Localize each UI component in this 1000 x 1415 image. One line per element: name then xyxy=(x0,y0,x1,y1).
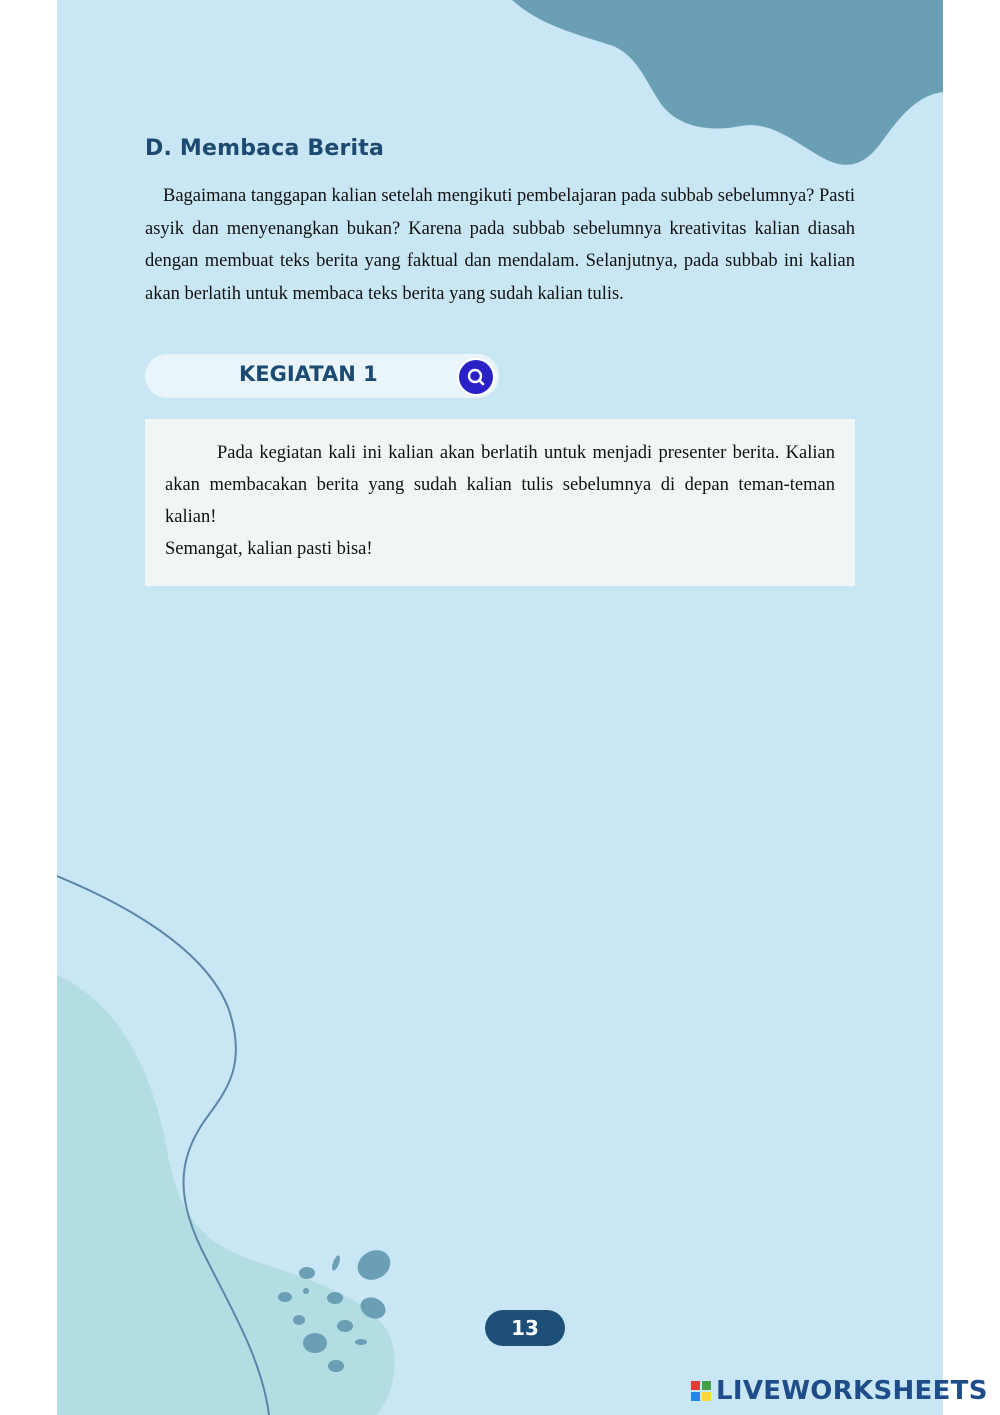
worksheet-page xyxy=(57,0,943,1415)
section-title: D. Membaca Berita xyxy=(145,136,384,161)
activity-header xyxy=(145,354,499,398)
search-button[interactable] xyxy=(459,360,493,394)
activity-paragraph: Pada kegiatan kali ini kalian akan berlatih untuk menjadi presenter berita. Kalian akan membacakan berita yang sudah kalian tulis sebelumnya di depan teman-teman kalian! xyxy=(165,443,835,527)
activity-label: KEGIATAN 1 xyxy=(239,362,378,386)
search-icon xyxy=(466,367,486,387)
page-number-badge: 13 xyxy=(485,1310,565,1346)
liveworksheets-wordmark: LIVEWORKSHEETS xyxy=(716,1376,988,1406)
liveworksheets-brand[interactable] xyxy=(690,1374,988,1408)
activity-encouragement: Semangat, kalian pasti bisa! xyxy=(165,539,373,559)
liveworksheets-logo-icon xyxy=(690,1380,712,1402)
intro-paragraph: Bagaimana tanggapan kalian setelah mengikuti pembelajaran pada subbab sebelumnya? Pasti asyik dan menyenangkan bukan? Karena pada subbab sebelumnya kreativitas kalian diasah dengan membuat teks berita yang faktual dan mendalam. Selanjutnya, pada subbab ini kalian akan berlatih untuk membaca teks berita yang sudah kalian tulis. xyxy=(145,186,855,304)
activity-instructions-box xyxy=(145,419,855,586)
bottom-left-blob xyxy=(57,975,395,1415)
top-right-blob xyxy=(512,0,943,165)
